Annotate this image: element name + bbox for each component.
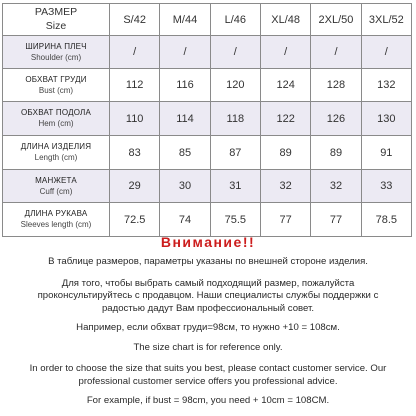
table-cell: 122	[260, 102, 310, 136]
row-label-ru: ОБХВАТ ГРУДИ	[25, 74, 87, 84]
table-cell: /	[160, 36, 210, 69]
table-cell: 77	[311, 203, 361, 237]
size-label: 2XL/50	[318, 13, 354, 26]
table-cell: 112	[110, 69, 160, 102]
table-cell: /	[110, 36, 160, 69]
table-cell: /	[361, 36, 411, 69]
size-header-cell	[210, 4, 260, 36]
note-ru-paragraph: Для того, чтобы выбрать самый подходящий размер, пожалуйста проконсультируйтесь с продавцом. Наши специалисты службы поддержки с радостью дадут Вам профессиональный совет.	[37, 277, 379, 314]
row-label-en: Bust (cm)	[38, 85, 74, 95]
table-cell: 77	[260, 203, 310, 237]
row-label-cell	[3, 170, 110, 203]
table-cell: 124	[260, 69, 310, 102]
table-cell: 91	[361, 136, 411, 170]
header-label-cell	[3, 4, 110, 36]
size-header-cell	[110, 4, 160, 36]
table-cell: 128	[311, 69, 361, 102]
table-header-row	[3, 4, 412, 36]
note-ru-line1: В таблице размеров, параметры указаны по внешней стороне изделия.	[48, 256, 368, 267]
table-cell: 75.5	[210, 203, 260, 237]
size-header-cell	[361, 4, 411, 36]
header-subtitle: Size	[45, 19, 67, 32]
size-header-cell	[260, 4, 310, 36]
table-cell: 89	[311, 136, 361, 170]
table-cell: 89	[260, 136, 310, 170]
table-row	[3, 69, 412, 102]
row-label-en: Shoulder (cm)	[30, 52, 82, 62]
table-cell: 78.5	[361, 203, 411, 237]
table-cell: /	[260, 36, 310, 69]
table-cell: 31	[210, 170, 260, 203]
attention-heading: Внимание!!	[160, 234, 256, 250]
row-label-ru: ДЛИНА ИЗДЕЛИЯ	[20, 142, 92, 151]
size-label: S/42	[123, 13, 146, 26]
size-header-cell	[160, 4, 210, 36]
row-label-en: Hem (cm)	[38, 119, 74, 128]
row-label-cell	[3, 102, 110, 136]
table-cell: 126	[311, 102, 361, 136]
size-label: XL/48	[271, 13, 301, 26]
size-label: L/46	[224, 13, 247, 26]
row-label-ru: ОБХВАТ ПОДОЛА	[20, 108, 92, 117]
note-en-example: For example, if bust = 98cm, you need + 10cm = 108CM.	[86, 395, 330, 406]
row-label-cell	[3, 136, 110, 170]
table-cell: 83	[110, 136, 160, 170]
row-label-ru: МАНЖЕТА	[35, 175, 77, 185]
size-header-cell	[311, 4, 361, 36]
note-en-reference: The size chart is for reference only.	[133, 341, 283, 353]
note-ru-example: Например, если обхват груди=98см, то нужно +10 = 108см.	[76, 322, 340, 333]
row-label-ru: ДЛИНА РУКАВА	[24, 209, 88, 218]
table-cell: /	[210, 36, 260, 69]
table-cell: 110	[110, 102, 160, 136]
table-cell: 130	[361, 102, 411, 136]
table-row	[3, 36, 412, 69]
table-row	[3, 102, 412, 136]
row-label-ru: ШИРИНА ПЛЕЧ	[25, 41, 87, 51]
table-row	[3, 136, 412, 170]
table-cell: 118	[210, 102, 260, 136]
row-label-cell	[3, 69, 110, 102]
table-cell: 32	[311, 170, 361, 203]
size-chart-table	[2, 3, 412, 237]
size-label: 3XL/52	[368, 13, 404, 26]
table-cell: 72.5	[110, 203, 160, 237]
table-cell: 32	[260, 170, 310, 203]
table-cell: 132	[361, 69, 411, 102]
row-label-en: Cuff (cm)	[39, 186, 73, 196]
table-cell: 85	[160, 136, 210, 170]
table-row	[3, 170, 412, 203]
table-cell: /	[311, 36, 361, 69]
table-cell: 120	[210, 69, 260, 102]
table-cell: 74	[160, 203, 210, 237]
note-en-paragraph: In order to choose the size that suits you best, please contact customer service. Our professional customer service offers you professional advice.	[29, 363, 387, 387]
table-cell: 87	[210, 136, 260, 170]
size-label: M/44	[172, 13, 198, 26]
table-cell: 116	[160, 69, 210, 102]
row-label-en: Length (cm)	[34, 153, 78, 162]
notes-section	[0, 232, 416, 408]
table-cell: 30	[160, 170, 210, 203]
table-cell: 114	[160, 102, 210, 136]
table-cell: 33	[361, 170, 411, 203]
table-cell: 29	[110, 170, 160, 203]
header-title: РАЗМЕР	[34, 6, 78, 19]
row-label-en: Sleeves length (cm)	[20, 220, 92, 229]
row-label-cell	[3, 36, 110, 69]
